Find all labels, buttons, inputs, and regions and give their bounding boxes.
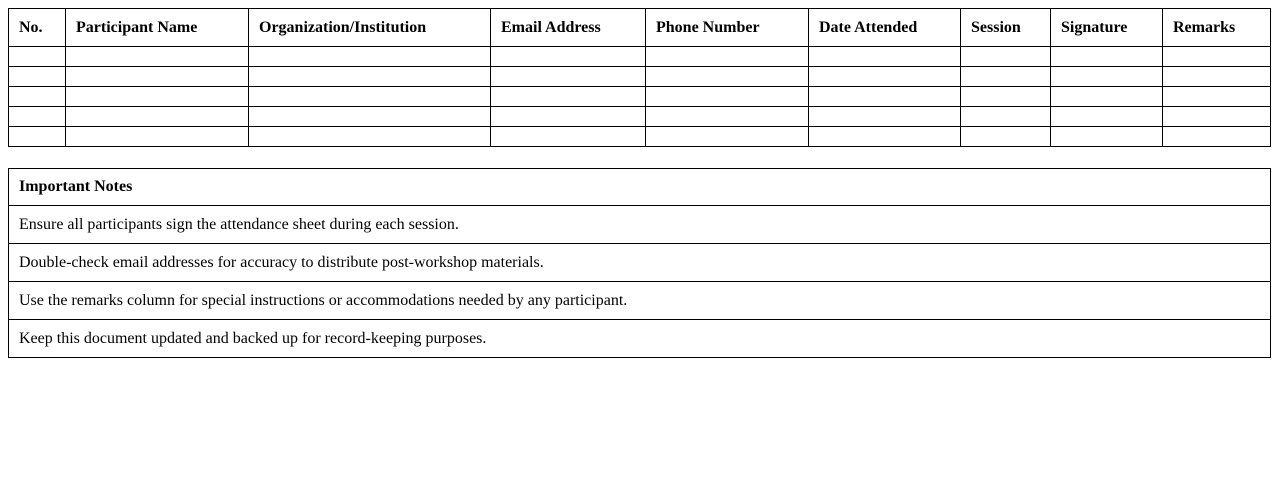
note-text: Double-check email addresses for accuracy to distribute post-workshop materials. <box>9 244 1271 282</box>
column-header-no: No. <box>9 9 66 47</box>
empty-cell[interactable] <box>809 127 961 147</box>
empty-cell[interactable] <box>1051 87 1163 107</box>
empty-cell[interactable] <box>646 47 809 67</box>
empty-cell[interactable] <box>961 87 1051 107</box>
empty-cell[interactable] <box>66 47 249 67</box>
empty-cell[interactable] <box>809 67 961 87</box>
empty-cell[interactable] <box>9 67 66 87</box>
attendance-header-row <box>9 9 1271 47</box>
column-header-phone: Phone Number <box>646 9 809 47</box>
attendance-empty-row <box>9 127 1271 147</box>
empty-cell[interactable] <box>1163 127 1271 147</box>
note-row <box>9 320 1271 358</box>
empty-cell[interactable] <box>491 107 646 127</box>
empty-cell[interactable] <box>961 47 1051 67</box>
empty-cell[interactable] <box>249 107 491 127</box>
note-text: Use the remarks column for special instructions or accommodations needed by any participant. <box>9 282 1271 320</box>
empty-cell[interactable] <box>646 127 809 147</box>
column-header-participant-name: Participant Name <box>66 9 249 47</box>
notes-header-label: Important Notes <box>9 169 1271 206</box>
empty-cell[interactable] <box>249 87 491 107</box>
empty-cell[interactable] <box>9 87 66 107</box>
note-text: Ensure all participants sign the attendance sheet during each session. <box>9 206 1271 244</box>
empty-cell[interactable] <box>249 67 491 87</box>
column-header-session: Session <box>961 9 1051 47</box>
empty-cell[interactable] <box>961 107 1051 127</box>
attendance-empty-row <box>9 87 1271 107</box>
empty-cell[interactable] <box>809 47 961 67</box>
empty-cell[interactable] <box>1051 47 1163 67</box>
empty-cell[interactable] <box>66 67 249 87</box>
empty-cell[interactable] <box>1163 67 1271 87</box>
empty-cell[interactable] <box>646 67 809 87</box>
note-row <box>9 206 1271 244</box>
attendance-table <box>8 8 1271 147</box>
notes-header-row <box>9 169 1271 206</box>
empty-cell[interactable] <box>1163 87 1271 107</box>
note-row <box>9 282 1271 320</box>
empty-cell[interactable] <box>646 107 809 127</box>
empty-cell[interactable] <box>1051 107 1163 127</box>
column-header-signature: Signature <box>1051 9 1163 47</box>
column-header-date-attended: Date Attended <box>809 9 961 47</box>
empty-cell[interactable] <box>66 127 249 147</box>
empty-cell[interactable] <box>1051 67 1163 87</box>
empty-cell[interactable] <box>9 127 66 147</box>
empty-cell[interactable] <box>491 127 646 147</box>
empty-cell[interactable] <box>1163 47 1271 67</box>
empty-cell[interactable] <box>1051 127 1163 147</box>
empty-cell[interactable] <box>961 67 1051 87</box>
empty-cell[interactable] <box>249 47 491 67</box>
empty-cell[interactable] <box>9 47 66 67</box>
empty-cell[interactable] <box>491 47 646 67</box>
attendance-empty-row <box>9 47 1271 67</box>
attendance-empty-row <box>9 107 1271 127</box>
empty-cell[interactable] <box>491 67 646 87</box>
empty-cell[interactable] <box>646 87 809 107</box>
attendance-empty-row <box>9 67 1271 87</box>
column-header-remarks: Remarks <box>1163 9 1271 47</box>
note-text: Keep this document updated and backed up for record-keeping purposes. <box>9 320 1271 358</box>
empty-cell[interactable] <box>809 87 961 107</box>
empty-cell[interactable] <box>9 107 66 127</box>
column-header-organization: Organization/Institution <box>249 9 491 47</box>
note-row <box>9 244 1271 282</box>
empty-cell[interactable] <box>66 87 249 107</box>
empty-cell[interactable] <box>66 107 249 127</box>
empty-cell[interactable] <box>491 87 646 107</box>
column-header-email: Email Address <box>491 9 646 47</box>
empty-cell[interactable] <box>1163 107 1271 127</box>
empty-cell[interactable] <box>961 127 1051 147</box>
important-notes-table <box>8 168 1271 358</box>
empty-cell[interactable] <box>249 127 491 147</box>
empty-cell[interactable] <box>809 107 961 127</box>
